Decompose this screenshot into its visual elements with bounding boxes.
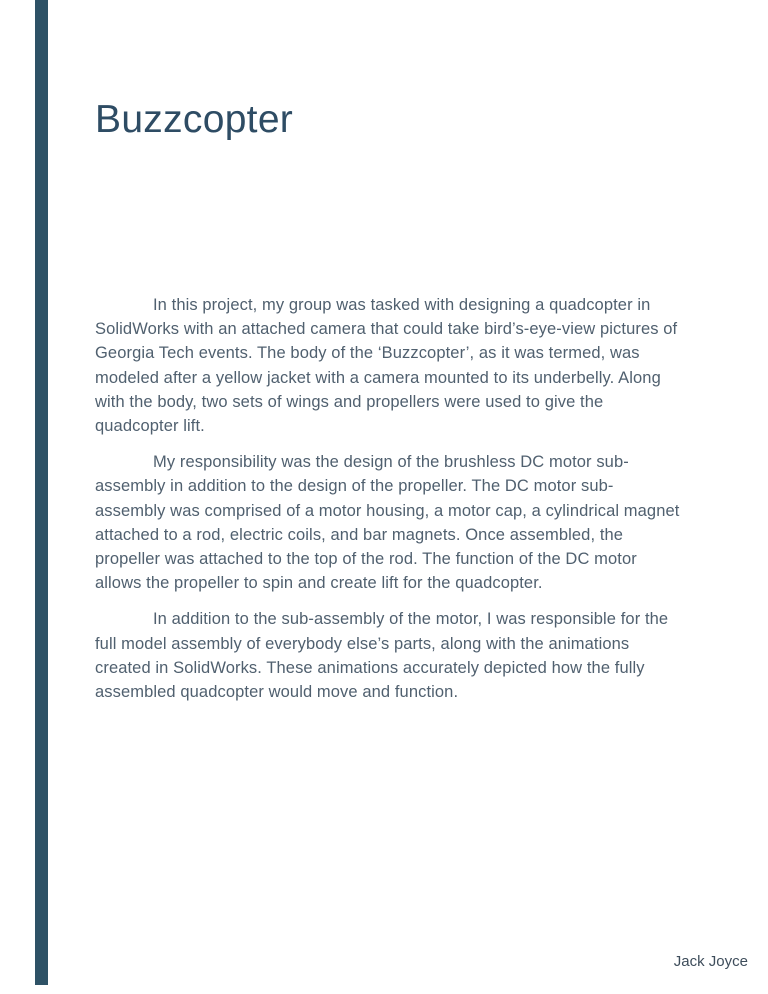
paragraph-assembly-animations: In addition to the sub-assembly of the motor, I was responsible for the full model assembly of everybody else’s parts, along with the animations created in SolidWorks. These animations accurately depicted how the fully assembled quadcopter would move and function. [95,610,669,701]
body-text [95,293,681,704]
paragraph-project-overview: In this project, my group was tasked with designing a quadcopter in SolidWorks with an attached camera that could take bird’s-eye-view pictures of Georgia Tech events. The body of the ‘Buzzcopter’, as it was termed, was modeled after a yellow jacket with a camera mounted to its underbelly. Along with the body, two sets of wings and propellers were used to give the quadcopter lift. [95,295,678,435]
page-title: Buzzcopter [95,98,294,141]
paragraph-motor-responsibility: My responsibility was the design of the brushless DC motor sub-assembly in addition to the design of the propeller. The DC motor sub-assembly was comprised of a motor housing, a motor cap, a cylindrical magnet attached to a rod, electric coils, and bar magnets. Once assembled, the propeller was attached to the top of the rod. The function of the DC motor allows the propeller to spin and create lift for the quadcopter. [95,453,680,593]
document-content [95,0,681,716]
left-accent-bar [35,0,48,985]
author-name: Jack Joyce [673,953,748,970]
